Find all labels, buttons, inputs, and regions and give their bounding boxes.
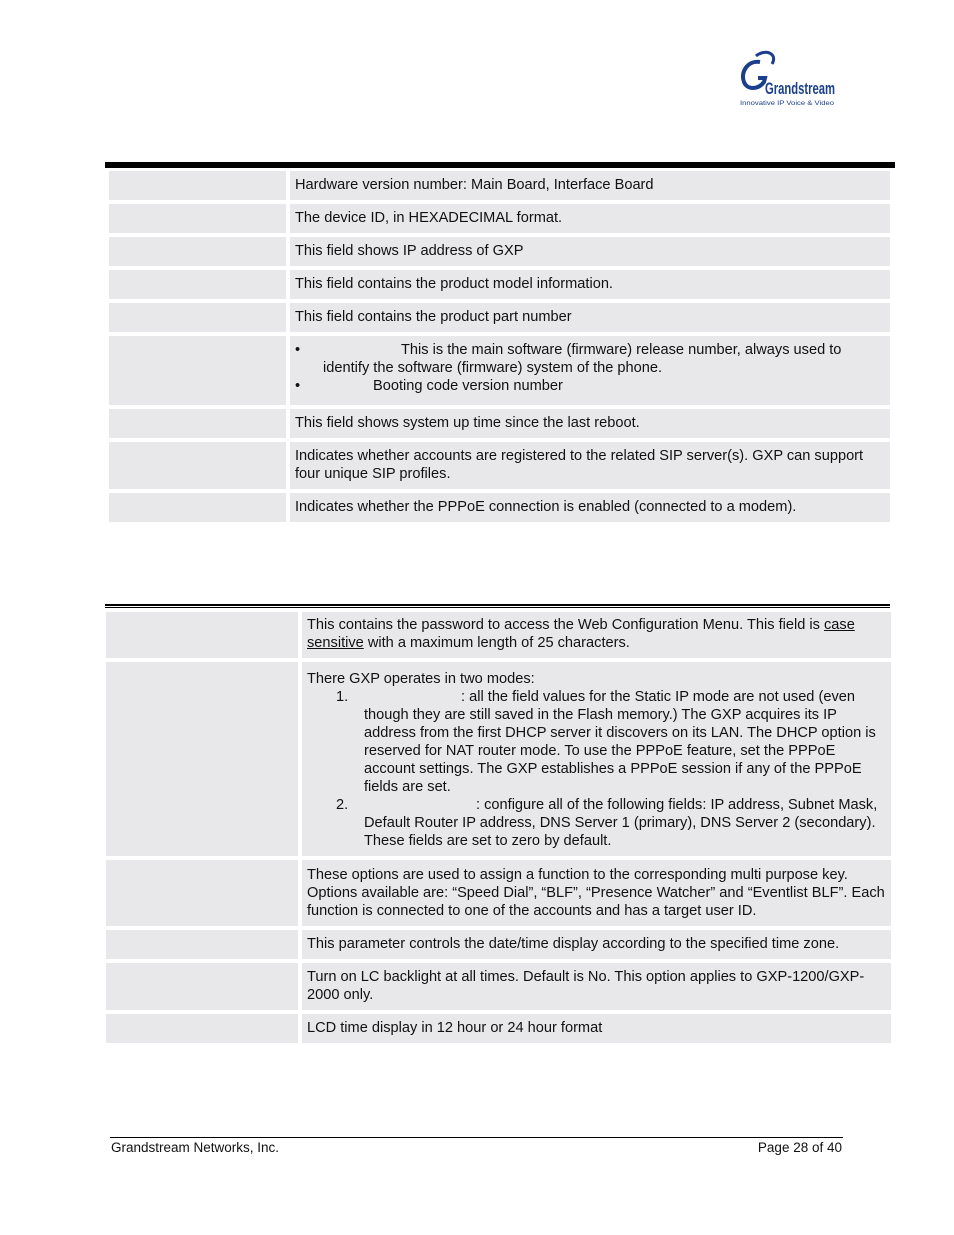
- grandstream-logo: [738, 50, 838, 110]
- desc-cell: Turn on LC backlight at all times. Default is No. This option applies to GXP-1200/GXP-2000 only.: [302, 963, 891, 1010]
- label-cell: [106, 1014, 298, 1043]
- desc-cell: Hardware version number: Main Board, Interface Board: [290, 171, 890, 200]
- desc-cell: [290, 336, 890, 405]
- label-cell: [106, 612, 298, 658]
- table-row: [109, 409, 890, 438]
- label-cell: [109, 303, 286, 332]
- table-row: [109, 442, 890, 489]
- label-cell: [106, 662, 298, 856]
- label-cell: [106, 930, 298, 959]
- table-row: [109, 336, 890, 405]
- label-cell: [109, 336, 286, 405]
- table-row: [109, 237, 890, 266]
- logo-wordmark: Grandstream: [765, 79, 835, 98]
- label-cell: [109, 171, 286, 200]
- list-item: • Booting code version number: [295, 377, 884, 395]
- table-row: [109, 204, 890, 233]
- desc-cell: These options are used to assign a function to the corresponding multi purpose key. Options available are: “Speed Dial”, “BLF”, “Presence Watcher” and “Eventlist BLF”. Each function is connected to one of the accounts and has a target user ID.: [302, 860, 891, 926]
- label-cell: [109, 409, 286, 438]
- label-cell: [109, 493, 286, 522]
- desc-cell: The device ID, in HEXADECIMAL format.: [290, 204, 890, 233]
- table-row: [106, 1014, 891, 1043]
- status-table: [109, 171, 890, 526]
- table-row: [109, 303, 890, 332]
- desc-cell: Indicates whether the PPPoE connection is enabled (connected to a modem).: [290, 493, 890, 522]
- logo-tagline: Innovative IP Voice & Video: [740, 100, 835, 107]
- desc-cell: This field shows IP address of GXP: [290, 237, 890, 266]
- desc-cell: Indicates whether accounts are registered to the related SIP server(s). GXP can support four unique SIP profiles.: [290, 442, 890, 489]
- label-cell: [109, 270, 286, 299]
- version-list: [295, 341, 884, 395]
- table-row: [106, 860, 891, 926]
- table-row: [106, 662, 891, 856]
- list-item: • This is the main software (firmware) release number, always used to identify the software (firmware) system of the phone.: [295, 341, 884, 377]
- section-rule: [105, 604, 890, 608]
- footer-page-number: Page 28 of 40: [757, 1140, 842, 1155]
- desc-cell: This field contains the product model information.: [290, 270, 890, 299]
- header-rule: [105, 162, 895, 168]
- table-row: [109, 493, 890, 522]
- desc-cell: [302, 662, 891, 856]
- desc-cell: This field shows system up time since the last reboot.: [290, 409, 890, 438]
- desc-cell: LCD time display in 12 hour or 24 hour format: [302, 1014, 891, 1043]
- table-row: [109, 270, 890, 299]
- desc-cell: This parameter controls the date/time display according to the specified time zone.: [302, 930, 891, 959]
- table-row: [106, 963, 891, 1010]
- footer-company: Grandstream Networks, Inc.: [111, 1140, 280, 1155]
- modes-intro: There GXP operates in two modes:: [307, 671, 535, 687]
- label-cell: [109, 442, 286, 489]
- table-row: [106, 612, 891, 658]
- label-cell: [109, 204, 286, 233]
- modes-list: [307, 688, 887, 850]
- label-cell: [109, 237, 286, 266]
- label-cell: [106, 963, 298, 1010]
- footer-rule: [110, 1137, 843, 1138]
- desc-cell: This contains the password to access the Web Configuration Menu. This field is case sensitive with a maximum length of 25 characters.: [302, 612, 891, 658]
- desc-cell: This field contains the product part number: [290, 303, 890, 332]
- label-cell: [106, 860, 298, 926]
- list-item: 1. : all the field values for the Static IP mode are not used (even though they are still saved in the Flash memory.) The GXP acquires its IP address from the first DHCP server it discovers on its LAN. The DHCP option is reserved for NAT router mode. To use the PPPoE feature, set the PPPoE account settings. The GXP establishes a PPPoE session if any of the PPPoE fields are set.: [336, 689, 876, 795]
- list-item: 2. : configure all of the following fields: IP address, Subnet Mask, Default Router IP address, DNS Server 1 (primary), DNS Server 2 (secondary). These fields are set to zero by default.: [336, 797, 878, 849]
- table-row: [109, 171, 890, 200]
- table-row: [106, 930, 891, 959]
- config-table: [106, 612, 891, 1047]
